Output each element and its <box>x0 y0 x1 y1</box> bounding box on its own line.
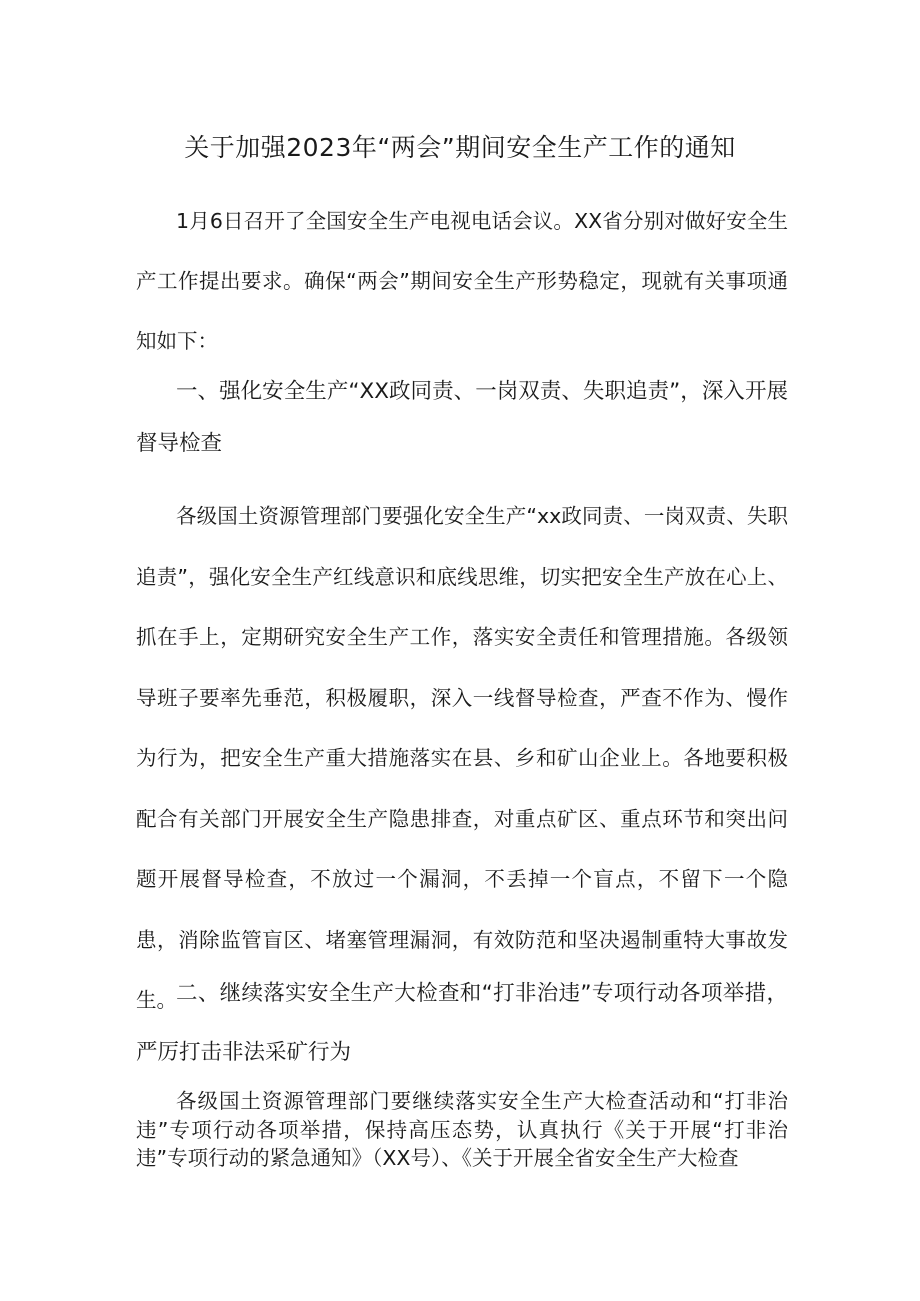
section-heading-2: 二、继续落实安全生产大检查和“打非治违”专项行动各项举措，严厉打击非法采矿行为 <box>136 981 788 1065</box>
intro-paragraph: 1月6日召开了全国安全生产电视电话会议。XX省分别对做好安全生产工作提出要求。确保“两会”期间安全生产形势稳定，现就有关事项通知如下： <box>136 209 788 353</box>
document-title: 关于加强2023年“两会”期间安全生产工作的通知 <box>184 133 736 162</box>
section-body-1: 各级国土资源管理部门要强化安全生产“xx政同责、一岗双责、失职追责”，强化安全生产红线意识和底线思维，切实把安全生产放在心上、抓在手上，定期研究安全生产工作，落实安全责任和管理措施。各级领导班子要率先垂范，积极履职，深入一线督导检查，严查不作为、慢作为行为，把安全生产重大措施落实在县、乡和矿山企业上。各地要积极配合有关部门开展安全生产隐患排查，对重点矿区、重点环节和突出问题开展督导检查，不放过一个漏洞，不丢掉一个盲点，不留下一个隐患，消除监管盲区、堵塞管理漏洞，有效防范和坚决遏制重特大事故发生。 <box>136 504 788 1012</box>
section-body-2: 各级国土资源管理部门要继续落实安全生产大检查活动和“打非治违”专项行动各项举措，保持高压态势，认真执行《关于开展“打非治违”专项行动的紧急通知》（XX号）、《关于开展全省安全生产大检查 <box>136 1089 788 1170</box>
section-heading-1: 一、强化安全生产“XX政同责、一岗双责、失职追责”，深入开展督导检查 <box>136 379 788 456</box>
